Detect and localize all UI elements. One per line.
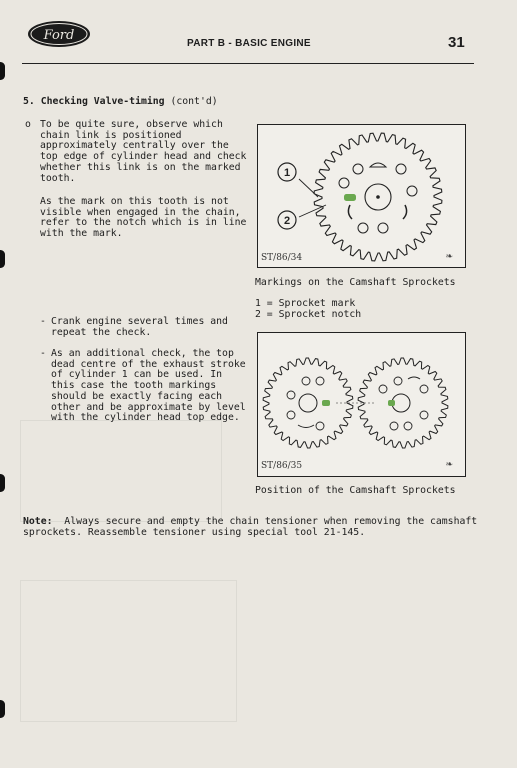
figure-sprocket-position (257, 332, 466, 477)
svg-text:1: 1 (283, 167, 291, 179)
header-title: PART B - BASIC ENGINE (187, 38, 311, 49)
left-sprocket-mark (322, 400, 330, 406)
right-sprocket-outline (358, 358, 448, 448)
publisher-mark-icon: ❧ (446, 249, 453, 262)
figure-caption: Markings on the Camshaft Sprockets (255, 277, 456, 288)
dash-marker: - (40, 316, 46, 327)
punch-hole-upper (0, 250, 5, 268)
sprocket-diagram (258, 125, 465, 267)
bleed-through-shadow (20, 420, 222, 522)
note-text-1: Always secure and empty the chain tensioner when removing the camshaft (52, 516, 478, 527)
section-title (23, 97, 218, 108)
dash-item-crank: Crank engine several times and repeat the check. (51, 316, 228, 338)
header-rule (22, 63, 474, 64)
note-label: Note: (23, 516, 53, 527)
ford-logo (27, 20, 91, 48)
publisher-mark-icon: ❧ (446, 457, 453, 470)
two-sprockets-diagram (258, 333, 465, 476)
paragraph-notch: As the mark on this tooth is not visible when engaged in the chain, refer to the notch which is in line with the mark. (40, 196, 247, 240)
sprocket-notch-highlight (344, 194, 356, 201)
bullet-marker: o (25, 119, 31, 130)
left-sprocket-outline (263, 358, 353, 448)
legend-item-mark: 1 = Sprocket mark (255, 298, 356, 309)
page-number: 31 (448, 34, 465, 51)
figure-code: ST/86/35 (261, 461, 303, 471)
svg-text:2: 2 (283, 215, 291, 227)
right-sprocket-mark (388, 400, 395, 406)
figure-sprocket-markings (257, 124, 466, 268)
bleed-through-shadow (20, 580, 237, 722)
figure-caption: Position of the Camshaft Sprockets (255, 485, 456, 496)
note-line-2: sprockets. Reassemble tensioner using special tool 21-145. (23, 527, 366, 538)
svg-text:Ford: Ford (43, 28, 75, 43)
dash-marker: - (40, 348, 46, 359)
punch-hole-bottom (0, 700, 5, 718)
section-title-text: 5. Checking Valve-timing (23, 96, 165, 107)
punch-hole-lower (0, 474, 5, 492)
legend-item-notch: 2 = Sprocket notch (255, 309, 362, 320)
section-title-suffix: (cont'd) (170, 96, 218, 107)
punch-hole-top (0, 62, 5, 80)
paragraph-observe-chain: To be quite sure, observe which chain link is positioned approximately centrally over the top edge of cylinder head and check whether this link is on the marked tooth. (40, 119, 247, 184)
dash-item-tdc: As an additional check, the top dead centre of the exhaust stroke of cylinder 1 can be used. In this case the tooth markings should be exactly facing each other and be approximate by level with the cylinder head top edge. (51, 348, 246, 424)
figure-code: ST/86/34 (261, 253, 303, 263)
